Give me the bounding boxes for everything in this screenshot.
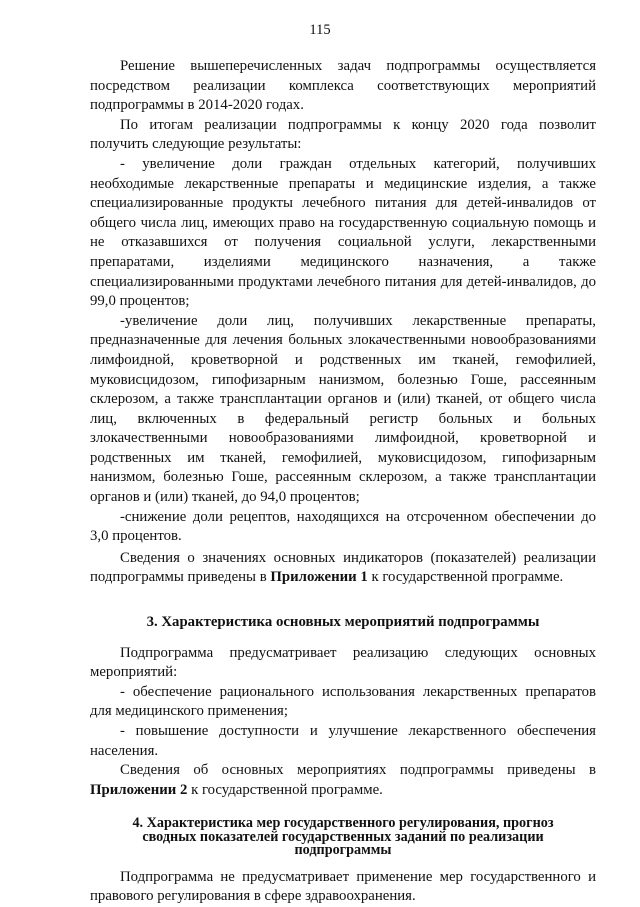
section-3-item-1: - обеспечение рационального использования лекарственных препаратов для медицинского применения; bbox=[90, 683, 596, 720]
activities-ref-text: Сведения об основных мероприятиях подпрограммы приведены в bbox=[120, 762, 596, 779]
appendix-2-ref: Приложении 2 bbox=[90, 781, 188, 798]
paragraph-indicators-ref bbox=[90, 549, 596, 588]
document-body bbox=[90, 57, 596, 907]
section-3-heading: 3. Характеристика основных мероприятий подпрограммы bbox=[146, 614, 540, 631]
section-4-heading-line-3: подпрограммы bbox=[294, 842, 392, 859]
section-3-intro: Подпрограмма предусматривает реализацию следующих основных мероприятий: bbox=[90, 644, 596, 681]
result-item-2: -увеличение доли лиц, получивших лекарственные препараты, предназначенные для лечения больных злокачественными новообразованиями лимфоидной, кроветворной и родственных им тканей, гемофилией, муковисцидозом, гипофизарным нанизмом, болезнью Гоше, рассеянным склерозом, а также трансплантации органов и (или) тканей, от общего числа лиц, включенных в федеральный регистр больных и больных злокачественными новообразованиями лимфоидной, кроветворной и родственных им тканей, гемофилией, муковисцидозом, гипофизарным нанизмом, болезнью Гоше, рассеянным склерозом, а также трансплантации органов и (или) тканей, до 94,0 процентов; bbox=[90, 312, 596, 506]
appendix-1-ref: Приложении 1 bbox=[270, 569, 368, 586]
page-number: 115 bbox=[309, 22, 331, 38]
section-4-heading-line-1: 4. Характеристика мер государственного регулирования, прогноз bbox=[132, 815, 554, 832]
indicators-ref-end: к государственной программе. bbox=[367, 569, 564, 586]
section-3-item-2: - повышение доступности и улучшение лекарственного обеспечения населения. bbox=[90, 723, 596, 759]
paragraph-tasks: Решение вышеперечисленных задач подпрограммы осуществляется посредством реализации комплекса соответствующих мероприятий подпрограммы в 2014-2020 годах. bbox=[90, 58, 596, 114]
section-4-heading bbox=[90, 817, 596, 858]
paragraph-results-intro: По итогам реализации подпрограммы к концу 2020 года позволит получить следующие результаты: bbox=[90, 116, 596, 153]
result-item-3: -снижение доли рецептов, находящихся на отсроченном обеспечении до 3,0 процентов. bbox=[90, 508, 596, 545]
activities-ref-end: к государственной программе. bbox=[187, 781, 383, 798]
section-3-activities-ref bbox=[90, 761, 596, 800]
section-4-heading-line-2: сводных показателей государственных заданий по реализации bbox=[142, 828, 544, 845]
section-4-text: Подпрограмма не предусматривает применение мер государственного и правового регулирования в сфере здравоохранения. bbox=[90, 868, 596, 905]
result-item-1: - увеличение доли граждан отдельных категорий, получивших необходимые лекарственные препараты и медицинские изделия, а также специализированные продукты лечебного питания для детей-инвалидов от общего числа лиц, имеющих право на государственную социальную помощь и не отказавшихся от получения социальной услуги, лекарственными препаратами, изделиями медицинского назначения, а также специализированными продуктами лечебного питания для детей-инвалидов, до 99,0 процентов; bbox=[90, 155, 596, 310]
indicators-ref-text: Сведения о значениях основных индикаторов (показателей) реализации подпрограммы приведены в bbox=[90, 549, 596, 586]
